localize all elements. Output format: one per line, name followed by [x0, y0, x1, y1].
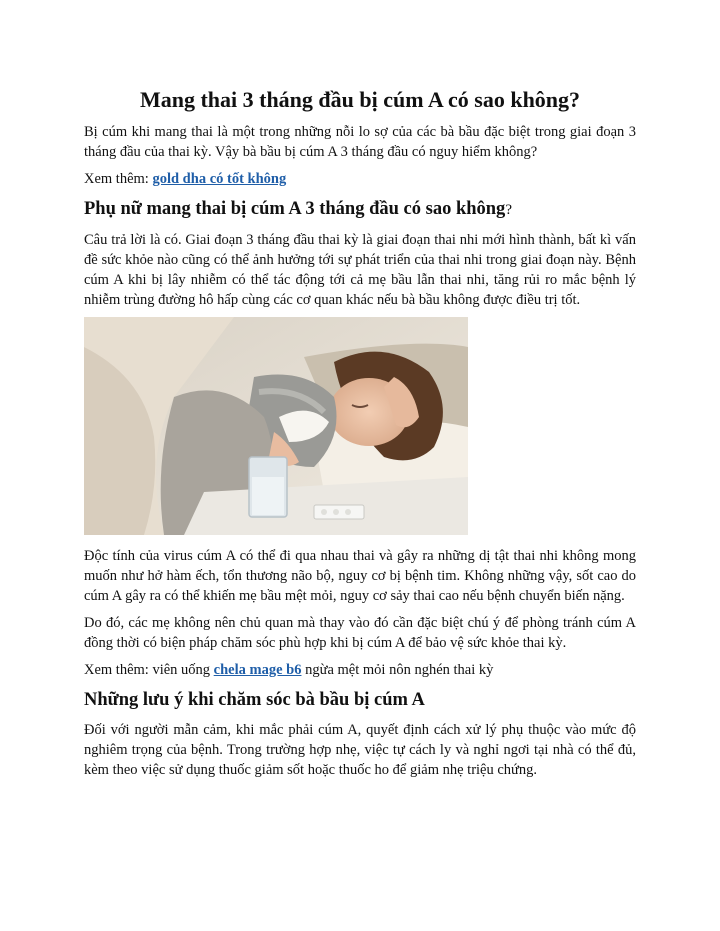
article: [84, 86, 636, 787]
section-heading-1: [84, 197, 636, 222]
intro-paragraph: Bị cúm khi mang thai là một trong những nỗi lo sợ của các bà bầu đặc biệt trong giai đoạn 3 tháng đầu của thai kỳ. Vậy bà bầu bị cúm A 3 tháng đầu có nguy hiểm không?: [84, 124, 636, 160]
prevention-paragraph: Do đó, các mẹ không nên chủ quan mà thay vào đó cần đặc biệt chú ý để phòng tránh cúm A đồng thời có biện pháp chăm sóc phù hợp khi bị cúm A để bảo vệ sức khỏe thai kỳ.: [84, 615, 636, 651]
toxicity-paragraph: Độc tính của virus cúm A có thể đi qua nhau thai và gây ra những dị tật thai nhi không mong muốn như hở hàm ếch, tổn thương não bộ, nguy cơ bị bệnh tim. Không những vậy, sốt cao do cúm A gây ra có thể khiến mẹ bầu mệt mỏi, nguy cơ sảy thai cao nếu bệnh chuyển biến nặng.: [84, 548, 636, 604]
section-1-paragraph: Câu trả lời là có. Giai đoạn 3 tháng đầu thai kỳ là giai đoạn thai nhi mới hình thành, bất kì vấn đề sức khỏe nào cũng có thể ảnh hưởng tới sự phát triển của thai nhi trong giai đoạn này. Bệnh cúm A khi bị lây nhiễm có thể tác động tới cả mẹ bầu lẫn thai nhi, tăng rủi ro mắc bệnh lý nhiễm trùng đường hô hấp cùng các cơ quan khác nếu bà bầu không được điều trị tốt.: [84, 232, 636, 308]
see-more-prefix-2: Xem thêm: viên uống: [84, 662, 214, 678]
section-heading-1-mark: ?: [505, 202, 512, 218]
section-heading-2: Những lưu ý khi chăm sóc bà bầu bị cúm A: [84, 690, 425, 710]
see-more-line-2: [84, 660, 636, 680]
page-title: Mang thai 3 tháng đầu bị cúm A có sao không?: [139, 87, 581, 112]
link-gold-dha[interactable]: gold dha có tốt không: [152, 171, 287, 187]
see-more-prefix: Xem thêm:: [84, 171, 153, 187]
section-heading-1-text: Phụ nữ mang thai bị cúm A 3 tháng đầu có sao không: [84, 199, 506, 219]
see-more-suffix-2: ngừa mệt mỏi nôn nghén thai kỳ: [301, 662, 494, 678]
see-more-line-1: [84, 169, 636, 189]
sick-woman-photo: [84, 317, 468, 535]
section-2-paragraph: Đối với người mẫn cảm, khi mắc phải cúm A, quyết định cách xử lý phụ thuộc vào mức độ nghiêm trọng của bệnh. Trong trường hợp nhẹ, việc tự cách ly và nghỉ ngơi tại nhà có thể đủ, kèm theo việc sử dụng thuốc giảm sốt hoặc thuốc ho để giảm nhẹ triệu chứng.: [84, 722, 636, 778]
link-chela-mage-b6[interactable]: chela mage b6: [213, 662, 302, 678]
